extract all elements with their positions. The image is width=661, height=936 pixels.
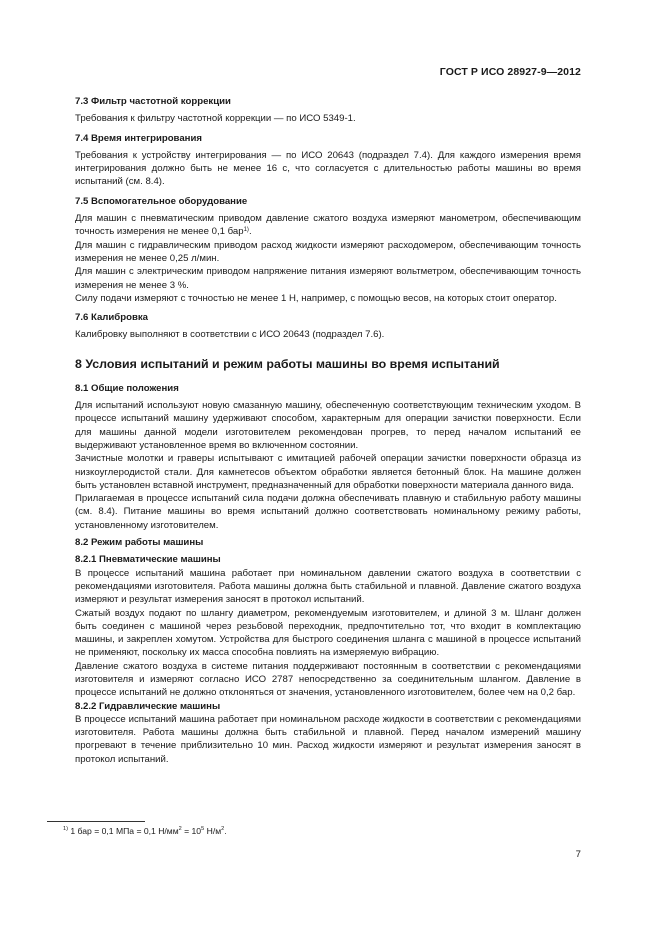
section-7-4-heading: 7.4 Время интегрирования: [75, 132, 202, 144]
section-7-5-heading: 7.5 Вспомогательное оборудование: [75, 195, 248, 207]
footnote-text-b: = 10: [181, 826, 202, 836]
footnote-text-c: Н/м: [204, 826, 222, 836]
section-7-5-paragraph-4: Силу подачи измеряют с точностью не менее 1 Н, например, с помощью весов, на которых стоит оператор.: [75, 292, 557, 304]
section-8-heading: 8 Условия испытаний и режим работы машины во время испытаний: [75, 356, 500, 371]
footnote-exponent-b: 5: [201, 826, 205, 832]
document-id-header: ГОСТ Р ИСО 28927-9—2012: [439, 66, 581, 78]
section-8-1-paragraph-3: Прилагаемая в процессе испытаний сила подачи должна обеспечивать плавную и стабильную работу машины (см. 8.4). Питание машины во время испытаний должно соответствовать номинальному режиму работы, установленному изготовителем.: [75, 493, 581, 531]
page-number: 7: [575, 849, 581, 860]
footnote-exponent-c: 2: [221, 826, 225, 832]
footnote-exponent-a: 2: [178, 826, 182, 832]
section-7-5-paragraph-2: Для машин с гидравлическим приводом расход жидкости измеряют расходомером, обеспечивающим точность измерения не менее 0,25 л/мин.: [75, 239, 581, 264]
section-8-2-1-paragraph-2: Сжатый воздух подают по шлангу диаметром, рекомендуемым изготовителем, и длиной 3 м. Шланг должен быть соединен с машиной через резьбовой переходник, предпочтительно тот, что входит в комплектацию машины, и закреплен хомутом. Устройства для быстрого соединения шланга с машиной в процессе испытаний не применяют, поскольку их масса способна повлиять на измеряемую вибрацию.: [75, 607, 581, 659]
footnote-mark: 1): [63, 826, 68, 832]
section-8-2-2-heading: 8.2.2 Гидравлические машины: [75, 700, 221, 712]
footnote-text-d: .: [224, 826, 227, 836]
section-8-2-1-paragraph-3: Давление сжатого воздуха в системе питания поддерживают постоянным в соответствии с рекомендациями изготовителя и измеряют согласно ИСО 2787 непосредственно за соединительным шлангом. Давление в процессе испытаний не должно отклоняться от значения, установленного изготовителем, более чем на 0,2 бар.: [75, 660, 581, 699]
section-8-2-1-heading: 8.2.1 Пневматические машины: [75, 554, 221, 566]
section-8-1-paragraph-2: Зачистные молотки и граверы испытывают с имитацией рабочей операции зачистки поверхности образца из низкоуглеродистой стали. Для камнетесов объектом обработки является бетонный блок. На машине должен быть установлен вставной инструмент, предназначенный для обработки поверхности материала данного вида.: [75, 453, 581, 491]
section-7-5-paragraph-3: Для машин с электрическим приводом напряжение питания измеряют вольтметром, обеспечивающим точность измерения не менее 3 %.: [75, 266, 581, 291]
section-8-1-paragraph-1: Для испытаний используют новую смазанную машину, обеспеченную соответствующим техническим уходом. В процессе испытаний машину удерживают способом, характерным для операции зачистки поверхности. Если для машины данной модели изготовителем рекомендован прогрев, то перед началом испытаний ее выдерживают установленное время во включенном состоянии.: [75, 400, 581, 451]
section-7-6-heading: 7.6 Калибровка: [75, 312, 148, 324]
footnote-text-a: 1 бар = 0,1 МПа = 0,1 Н/мм: [67, 826, 179, 836]
section-7-6-paragraph: Калибровку выполняют в соответствии с ИСО 20643 (подраздел 7.6).: [75, 329, 385, 341]
page-content: [75, 95, 581, 766]
section-8-2-heading: 8.2 Режим работы машины: [75, 537, 204, 549]
footnote: [63, 826, 227, 837]
footnote-reference: 1): [243, 227, 249, 234]
section-7-5-paragraph-1: [75, 212, 581, 239]
paragraph-text: Для машин с пневматическим приводом давление сжатого воздуха измеряют манометром, обеспечивающим точность измерения не менее 0,1 бар: [75, 213, 581, 238]
section-8-2-2-paragraph-1: В процессе испытаний машина работает при номинальном расходе жидкости в соответствии с рекомендациями изготовителя. Работа машины должна быть стабильной и плавной. Перед началом измерений машину прогревают в течение приблизительно 10 мин. Расход жидкости измеряют и результат измерения заносят в протокол испытаний.: [75, 713, 581, 765]
footnote-divider: [47, 821, 145, 822]
section-7-4-paragraph: Требования к устройству интегрирования — по ИСО 20643 (подраздел 7.4). Для каждого измерения время интегрирования должно быть не менее 16 с, что согласуется с длительностью работы машины во время испытаний (см. 8.4).: [75, 149, 581, 188]
section-8-1-heading: 8.1 Общие положения: [75, 382, 179, 394]
section-7-3-paragraph: Требования к фильтру частотной коррекции — по ИСО 5349-1.: [75, 113, 356, 125]
paragraph-end: .: [248, 226, 252, 238]
section-7-3-heading: 7.3 Фильтр частотной коррекции: [75, 96, 231, 107]
section-8-2-1-paragraph-1: В процессе испытаний машина работает при номинальном давлении сжатого воздуха в соответствии с рекомендациями изготовителя. Работа машины должна быть стабильной и плавной. Давление сжатого воздуха измеряют и результат измерения заносят в протокол испытаний.: [75, 567, 581, 606]
